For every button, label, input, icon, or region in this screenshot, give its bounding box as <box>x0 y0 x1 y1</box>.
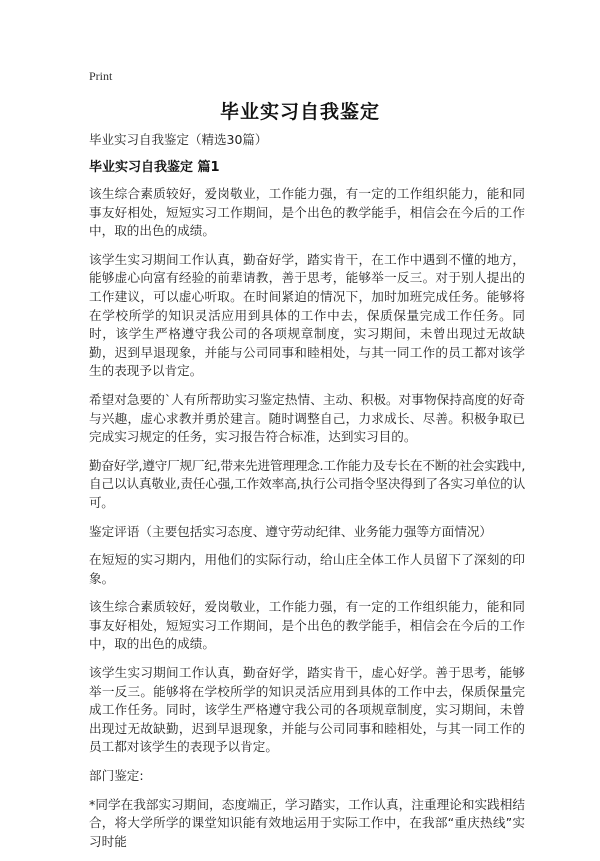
section-heading: 毕业实习自我鉴定 篇1 <box>89 160 220 175</box>
paragraph-1: 该生综合素质较好，爱岗敬业，工作能力强，有一定的工作组织能力，能和同事友好相处，短短实习工作期间，是个出色的教学能手，相信会在今后的工作中，取的出色的成绩。 <box>89 186 525 239</box>
print-label[interactable]: Print <box>89 69 113 83</box>
paragraph-5: 鉴定评语（主要包括实习态度、遵守劳动纪律、业务能力强等方面情况） <box>89 523 492 539</box>
paragraph-2: 该学生实习期间工作认真，勤奋好学，踏实肯干，在工作中遇到不懂的地方，能够虚心向富有经验的前辈请教，善于思考，能够举一反三。对于别人提出的工作建议，可以虚心听取。在时间紧迫的情况下，加时加班完成任务。能够将在学校所学的知识灵活应用到具体的工作中去，保质保量完成工作任务。同时，该学生严格遵守我公司的各项规章制度，实习期间，未曾出现过无故缺勤，迟到早退现象，并能与公司同事和睦相处，与其一同工作的员工都对该学生的表现予以肯定。 <box>89 251 525 379</box>
document-subtitle: 毕业实习自我鉴定（精选30篇） <box>89 132 268 147</box>
paragraph-3: 希望对急要的`人有所帮助实习鉴定热情、主动、积极。对事物保持高度的好奇与兴趣，虚心求教并勇於建言。随时调整自己，力求成长、尽善。积极争取已完成实习规定的任务，实习报告符合标准，达到实习目的。 <box>89 391 525 445</box>
paragraph-6: 在短短的实习期内，用他们的实际行动，给山庄全体工作人员留下了深刻的印象。 <box>89 552 525 586</box>
paragraph-10: *同学在我部实习期间，态度端正，学习踏实，工作认真，注重理论和实践相结合，将大学所学的课堂知识能有效地运用于实际工作中，在我部“重庆热线”实习时能 <box>89 796 525 849</box>
document-body <box>89 131 525 861</box>
paragraph-8: 该学生实习期间工作认真，勤奋好学，踏实肯干，虚心好学。善于思考，能够举一反三。能够将在学校所学的知识灵活应用到具体的工作中去，保质保量完成工作任务。同时，该学生严格遵守我公司的各项规章制度，实习期间，未曾出现过无故缺勤，迟到早退现象，并能与公司同事和睦相处，与其一同工作的员工都对该学生的表现予以肯定。 <box>89 665 525 755</box>
paragraph-9: 部门鉴定: <box>89 768 144 784</box>
document-title: 毕业实习自我鉴定 <box>219 101 380 123</box>
paragraph-4: 勤奋好学,遵守厂规厂纪,带来先进管理理念.工作能力及专长在不断的社会实践中,自己以认真敬业,责任心强,工作效率高,执行公司指令坚决得到了各实习单位的认可。 <box>89 457 525 510</box>
paragraph-7: 该生综合素质较好，爱岗敬业，工作能力强，有一定的工作组织能力，能和同事友好相处，短短实习工作期间，是个出色的教学能手，相信会在今后的工作中，取的出色的成绩。 <box>89 599 525 652</box>
